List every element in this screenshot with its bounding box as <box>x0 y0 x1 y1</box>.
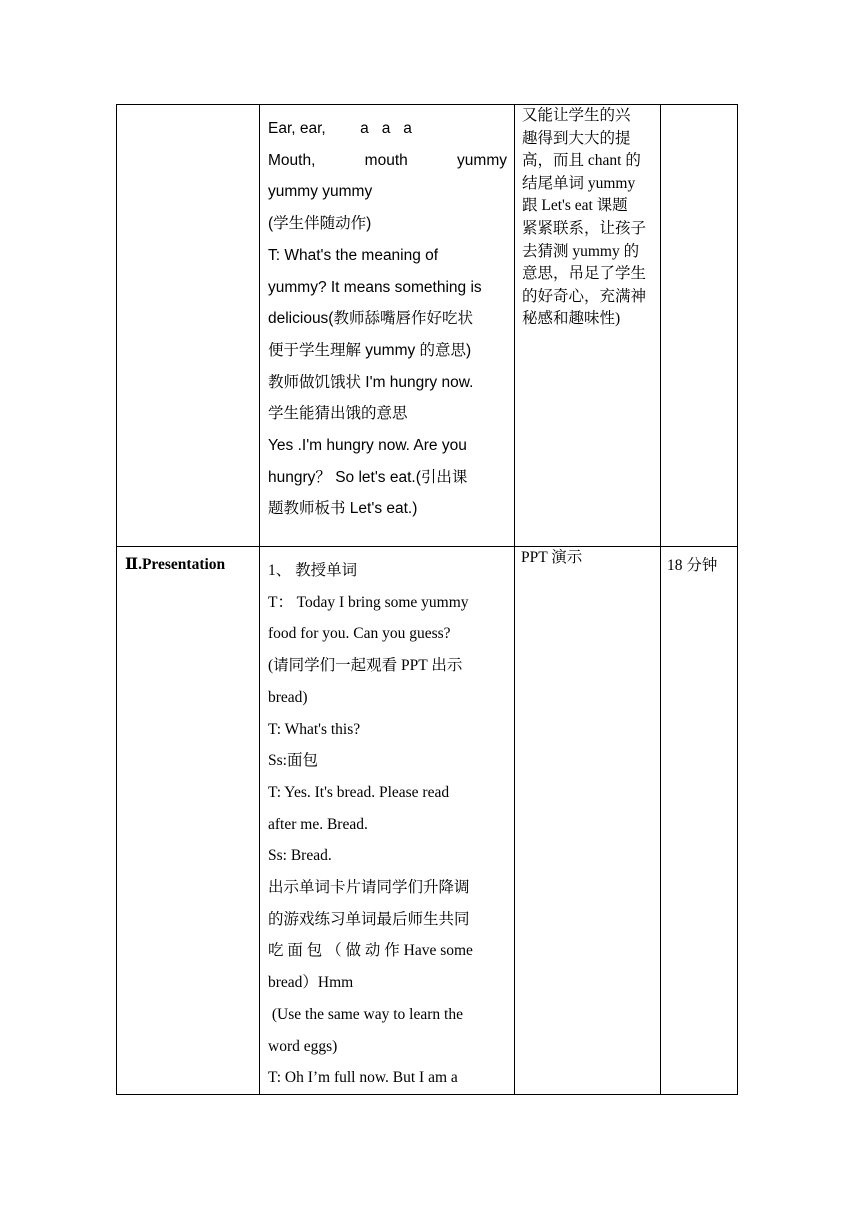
purpose-text: PPT 演示 <box>521 549 583 566</box>
process-line: delicious(教师舔嘴唇作好吃状 <box>268 310 473 328</box>
process-line: bread）Hmm <box>268 974 354 992</box>
process-line: (请同学们一起观看 PPT 出示 <box>268 657 463 675</box>
purpose-line: 秘感和趣味性) <box>522 310 621 328</box>
stage-cell <box>117 547 260 1095</box>
purpose-line: 紧紧联系，让孩子 <box>522 219 647 237</box>
purpose-line: 结尾单词 yummy <box>522 174 636 192</box>
process-line: Yes .I'm hungry now. Are you <box>268 437 467 455</box>
process-line: 1、 教授单词 <box>268 562 358 579</box>
time-cell <box>661 547 738 1095</box>
process-word: Mouth, <box>268 151 316 169</box>
process-line: food for you. Can you guess? <box>268 625 451 643</box>
process-word: yummy <box>457 151 507 169</box>
process-line: (Use the same way to learn the <box>268 1005 463 1023</box>
time-cell <box>661 105 738 547</box>
process-line: bread) <box>268 688 308 706</box>
purpose-text <box>515 105 660 331</box>
process-line: T: What's the meaning of <box>268 246 439 264</box>
purpose-line: 趣得到大大的提 <box>522 129 631 147</box>
process-line: 便于学生理解 yummy 的意思) <box>268 341 472 359</box>
purpose-line: 意思，吊足了学生 <box>522 265 647 283</box>
purpose-line: 又能让学生的兴 <box>522 107 631 124</box>
time-label: 18 分钟 <box>667 557 718 574</box>
process-line: Ear, ear, a a a <box>268 120 412 137</box>
process-line: 教师做饥饿状 I'm hungry now. <box>268 373 474 391</box>
purpose-line: 去猜测 yummy 的 <box>522 242 640 260</box>
lesson-plan-table <box>116 104 738 1095</box>
purpose-cell <box>515 547 661 1095</box>
purpose-line: 高，而且 chant 的 <box>522 152 641 170</box>
process-line: T: What's this? <box>268 720 361 738</box>
purpose-line: 的好奇心，充满神 <box>522 287 647 305</box>
process-word: mouth <box>364 151 408 169</box>
process-text <box>260 547 514 1094</box>
table-row <box>117 547 738 1095</box>
purpose-cell <box>515 105 661 547</box>
table-row <box>117 105 738 547</box>
stage-cell <box>117 105 260 547</box>
stage-label: Ⅱ.Presentation <box>125 556 226 573</box>
process-line: Ss: Bread. <box>268 847 332 865</box>
process-line: T： Today I bring some yummy <box>268 593 469 611</box>
process-line: after me. Bread. <box>268 815 368 833</box>
purpose-line: 跟 Let's eat 课题 <box>522 197 628 215</box>
process-line: 题教师板书 Let's eat.) <box>268 500 418 518</box>
process-line-spread <box>268 145 507 177</box>
process-line: Ss:面包 <box>268 752 318 770</box>
process-line: T: Yes. It's bread. Please read <box>268 783 450 801</box>
process-line: yummy? It means something is <box>268 278 482 296</box>
process-line: (学生伴随动作) <box>268 215 372 233</box>
process-cell <box>260 547 515 1095</box>
process-line: 出示单词卡片请同学们升降调 <box>268 879 470 897</box>
process-line: 学生能猜出饿的意思 <box>268 405 408 423</box>
process-line: T: Oh I’m full now. But I am a <box>268 1069 458 1087</box>
process-line: yummy yummy <box>268 183 373 201</box>
process-line: word eggs) <box>268 1037 338 1055</box>
process-line: hungry？ So let's eat.(引出课 <box>268 468 468 486</box>
process-line: 吃 面 包 （ 做 动 作 Have some <box>268 942 473 960</box>
time-label <box>661 105 737 111</box>
process-text <box>260 105 514 525</box>
process-cell <box>260 105 515 547</box>
stage-label <box>117 105 259 110</box>
process-line: 的游戏练习单词最后师生共同 <box>268 910 470 928</box>
